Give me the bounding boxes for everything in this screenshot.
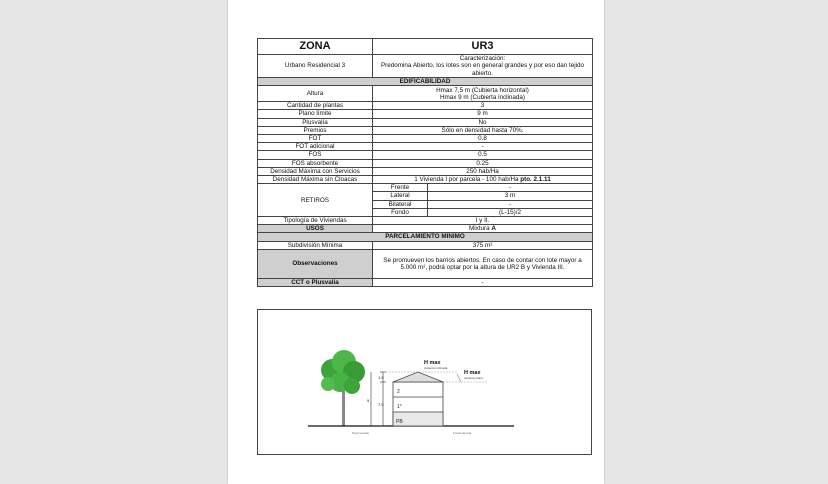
altura-label: Altura — [258, 86, 373, 102]
row-value: 375 m² — [373, 241, 593, 249]
row-value: 0.5 — [373, 151, 593, 159]
zona-label: ZONA — [258, 39, 373, 55]
document-page — [228, 0, 604, 484]
row-label: Densidad Máxima sin Cloacas — [258, 176, 373, 184]
zone-name: Urbano Residencial 3 — [258, 55, 373, 78]
row-value: I y II. — [373, 217, 593, 225]
observaciones-text: Se promueven los barrios abiertos. En caso de contar con lote mayor a 5.000 m², podrá optar por la altura de UR2 B y Vivienda III. — [373, 249, 593, 278]
zone-spec-table — [257, 38, 593, 287]
ground-left-label: Nivel vereda — [352, 431, 369, 435]
row-label: Plusvalía — [258, 118, 373, 126]
row-value: 250 hab/Ha — [373, 167, 593, 175]
retiro-label: Fondo — [373, 208, 428, 216]
row-label: Premios — [258, 126, 373, 134]
row-label: FOS absorbente — [258, 159, 373, 167]
hmax-plana-sub: cubierta plana — [464, 376, 483, 380]
row-label: Densidad Máxima con Servicios — [258, 167, 373, 175]
retiro-label: Lateral — [373, 192, 428, 200]
altura-value — [373, 86, 593, 102]
usos-prefix: Mixtura — [469, 225, 492, 233]
retiro-label: Bilateral — [373, 200, 428, 208]
usos-mixtura: A — [491, 225, 496, 233]
table-row — [258, 159, 593, 167]
caracterizacion-text: Predomina Abierto, los lotes son en general grandes y por eso dan tejido abierto. — [380, 62, 585, 77]
caracterizacion-label: Caracterización: — [459, 55, 506, 63]
row-label: FOS — [258, 151, 373, 159]
section-parcelamiento: PARCELAMIENTO MINIMO — [258, 233, 593, 241]
row-label: FOT adicional — [258, 143, 373, 151]
retiro-value: - — [428, 184, 593, 192]
retiro-value: 3 m — [428, 192, 593, 200]
zona-value: UR3 — [373, 39, 593, 55]
altura-line1: Hmax 7,5 m (Cubierta horizontal) — [436, 86, 529, 94]
dim-total-label: 9 — [367, 398, 370, 403]
table-row — [258, 217, 593, 225]
densidad-value: 1 Vivienda I por parcela - 100 hab/Ha — [414, 176, 519, 184]
row-label: FOT — [258, 135, 373, 143]
building-block — [393, 372, 443, 426]
intro-row — [258, 55, 593, 78]
caracterizacion-cell — [373, 55, 593, 78]
tree-illustration — [321, 350, 365, 426]
table-row — [258, 135, 593, 143]
table-row — [258, 143, 593, 151]
row-label: Tipología de Viviendas — [258, 217, 373, 225]
row-label: Plano límite — [258, 110, 373, 118]
dim-top-label: 1.5 — [378, 375, 384, 380]
floor-2-label: 2 — [397, 389, 400, 395]
table-row — [258, 167, 593, 175]
retiro-value: (L-15)/2 — [428, 208, 593, 216]
altura-row — [258, 86, 593, 102]
retiros-row — [258, 184, 593, 192]
usos-row — [258, 225, 593, 233]
retiros-label: RETIROS — [258, 184, 373, 217]
row-value — [373, 176, 593, 184]
row-label: Cantidad de plantas — [258, 102, 373, 110]
row-value: No — [373, 118, 593, 126]
row-value: 0.25 — [373, 159, 593, 167]
section-edificabilidad: EDIFICABILIDAD — [258, 78, 593, 86]
row-value: 3 — [373, 102, 593, 110]
hmax-inclinada-label: H max — [424, 360, 441, 366]
building-section-svg — [258, 310, 591, 454]
retiro-label: Frente — [373, 184, 428, 192]
row-label: Subdivisión Mínima — [258, 241, 373, 249]
table-row — [258, 151, 593, 159]
altura-line2: Hmax 9 m (Cubierta inclinada) — [439, 93, 526, 101]
ground-right-label: Fondo de lote — [453, 431, 472, 435]
retiro-value: - — [428, 200, 593, 208]
table-row — [258, 118, 593, 126]
section-diagram — [257, 309, 592, 455]
header-row — [258, 39, 593, 55]
table-row — [258, 110, 593, 118]
section-usos: USOS — [258, 225, 373, 233]
densidad-sin-cloacas-row — [258, 176, 593, 184]
hmax-plana-label: H max — [464, 370, 481, 376]
hmax-inclinada-sub: cubierta inclinada — [424, 366, 448, 370]
row-value: 0.8 — [373, 135, 593, 143]
section-observaciones: Observaciones — [258, 249, 373, 278]
row-value: - — [373, 143, 593, 151]
observaciones-row — [258, 249, 593, 278]
floor-1-label: 1° — [397, 404, 402, 410]
table-row — [258, 241, 593, 249]
usos-value — [373, 225, 593, 233]
section-cct: CCT o Plusvalia — [258, 278, 373, 286]
row-value: 9 m — [373, 110, 593, 118]
floor-pb-label: PB — [396, 419, 403, 425]
row-value: Sólo en densidad hasta 70%. — [373, 126, 593, 134]
cct-value: - — [373, 278, 593, 286]
densidad-ref: pto. 2.1.11 — [520, 176, 551, 184]
dim-mid-label: 7.5 — [378, 402, 384, 407]
cct-row — [258, 278, 593, 286]
table-row — [258, 126, 593, 134]
table-row — [258, 102, 593, 110]
